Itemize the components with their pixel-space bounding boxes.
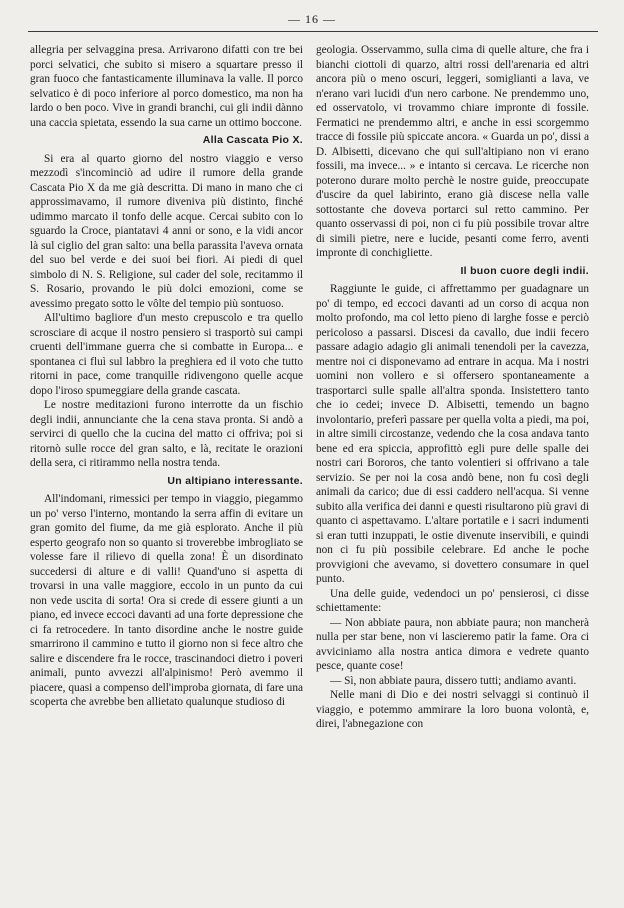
paragraph: Raggiunte le guide, ci affrettammo per guadagnare un po' di tempo, ed eccoci davanti ad un corso di acqua non molto profondo, ma col letto pieno di larghe fosse e perciò pericoloso a passarsi. Discesi da cavallo, due indii fecero passare adagio adagio gli animali tenendoli per la cavezza, mentre noi ci disponevamo ad entrare in acqua. Ma i nostri uomini non vollero e si offersero spontaneamente a trasportarci sulle spalle all'altra sponda. Insistettero tanto che io cedei; invece D. Albisetti, temendo un bagno involontario, preferì passare per quella volta a piedi, ma poi, in altre simili circostanze, vedendo che la cosa andava tanto bene ed era spiccia, approfittò egli pure delle spalle dei nostri cari Bororos, che tanto volentieri si offrivano a tale servizio. Se per noi la cosa andò bene, non fu così degli animali da carico; due di essi caddero nell'acqua. Si venne subito alla verifica dei danni e questi risultarono più gravi di quanto ci aspettavamo. L'altare portatile e i sacri indumenti si eran tutti inzuppati, le ostie divenute inservibili, e quindi non ci fu più possibile celebrare. Ed anche le poche provvigioni che avevamo, si dovettero consumare in quel punto.: [316, 283, 589, 585]
paragraph: Si era al quarto giorno del nostro viaggio e verso mezzodì s'incominciò ad udire il rumore della grande Cascata Pio X da me già descritta. Di mano in mano che ci approssimavamo, il rumore diveniva più distinto, finché udimmo marcato il tonfo delle acque. Cercai subito con lo sguardo la Croce, piantatavi 4 anni or sono, e la vidi ancor là sul ciglio del gran salto: una bella parassita l'aveva ornata del suo bel verde e dei suoi bei fiori. Ai piedi di quel simbolo di N. S. Religione, sul cader del sole, recitammo il S. Rosario, provando le più dolci emozioni, come se avessimo pregato sotto le vôlte del tempio più sontuoso.: [30, 152, 303, 310]
paragraph: — Sì, non abbiate paura, dissero tutti; andiamo avanti.: [330, 674, 577, 687]
header-rule: [28, 31, 598, 32]
paragraph: All'ultimo bagliore d'un mesto crepuscolo e tra quello scrosciare di acque il nostro pensiero si trasportò sui campi cruenti dell'immane guerra che si combatte in Europa... e spontanea ci fluì sul labbro la preghiera ed il voto che tutto ritorni in pace, come tranquille ridivengono quelle acque dopo l'iroso spumeggiare della grande cascata.: [30, 312, 303, 397]
page-number: — 16 —: [288, 12, 336, 26]
section-heading: Il buon cuore degli indii.: [460, 264, 589, 277]
section-heading: Alla Cascata Pio X.: [202, 134, 303, 146]
left-column: [30, 43, 303, 710]
paragraph: Una delle guide, vedendoci un po' pensierosi, ci disse schiettamente:: [316, 587, 589, 614]
paragraph: allegria per selvaggina presa. Arrivarono difatti con tre bei porci selvatici, che subito si misero a squartare presso il gran fuoco che fantasticamente illuminava la valle. Il porco selvatico è di poco inferiore al porco domestico, ma non ha lardo o ben poco. Vive in grandi branchi, cui gli indii dànno una caccia spietata, essendo la sua carne un ottimo boccone.: [30, 44, 303, 129]
paragraph: Le nostre meditazioni furono interrotte da un fischio degli indii, annunciante che la cena stava pronta. Si andò a servirci di quello che la cucina del matto ci offriva; poi si ritornò sulle rocce del gran salto, e là, recitate le orazioni della sera, ci ritirammo nella nostra tenda.: [30, 399, 303, 469]
section-heading: Un altipiano interessante.: [167, 474, 303, 487]
right-column: [316, 43, 589, 732]
paragraph: All'indomani, rimessici per tempo in viaggio, piegammo un po' verso l'interno, montando la serra affin di evitare un gran gomito del fiume, da me già esplorato. Anche il più esperto geografo non so quanto si troverebbe imbrogliato se volesse fare il rilievo di quella zona! È un disordinato succedersi di alture e di valli! Quand'uno si aspetta di trovarsi in una valle maggiore, eccolo in un punto da cui non vede uscita di sorta! Ora si crede di essere giunti a un piano, ed invece eccoci davanti ad una forte depressione che ci fa retrocedere. In tanto disordine anche le nostre guide smarrirono il cammino e tutto il giorno non si fece altro che salire e discendere fra le rocce, trascinandoci dietro i poveri animali, punto avvezzi all'alpinismo! Però avemmo il piacere, quasi a compenso dell'improba giornata, di fare una scoperta che avrebbe ben allietato qualunque studioso di: [30, 493, 303, 708]
paragraph: — Non abbiate paura, non abbiate paura; non mancherà nulla per star bene, non vi lascieremo patir la fame. Ora ci avviciniamo alla nostra antica dimora e vedrete quanto pesce, quante cose!: [316, 616, 589, 672]
paragraph: Nelle mani di Dio e dei nostri selvaggi si continuò il viaggio, e potemmo ammirare la loro buona volontà, e, direi, l'abnegazione con: [316, 689, 589, 730]
paragraph: geologia. Osservammo, sulla cima di quelle alture, che fra i bianchi ciottoli di quarzo, altri rossi dell'arenaria ed altri ancora più o meno oscuri, leggeri, somiglianti a lava, ve n'erano vari lucidi d'un nero carbone. Ne prendemmo uno, ed osservatolo, vi trovammo chiare impronte di fossile. Fermatici ne prendemmo altri, e anche in essi scorgemmo tracce di fossile più spiccate ancora. « Guarda un po', dissi a D. Albisetti, dicevano che qui sull'altipiano non vi erano fossili, ma invece... » e intanto si cercava. Le ricerche non poterono durare molto perchè le nostre guide, preoccupate d'uscire da quel labirinto, erano già discese nella valle sottostante che doveva portarci sul retto cammino. Per quanto osservassi di poi, non ci fu più possibile trovar altre di simili pietre, nere e lucide, pesanti come ferro, aventi impronte di conchigliette.: [316, 44, 589, 259]
